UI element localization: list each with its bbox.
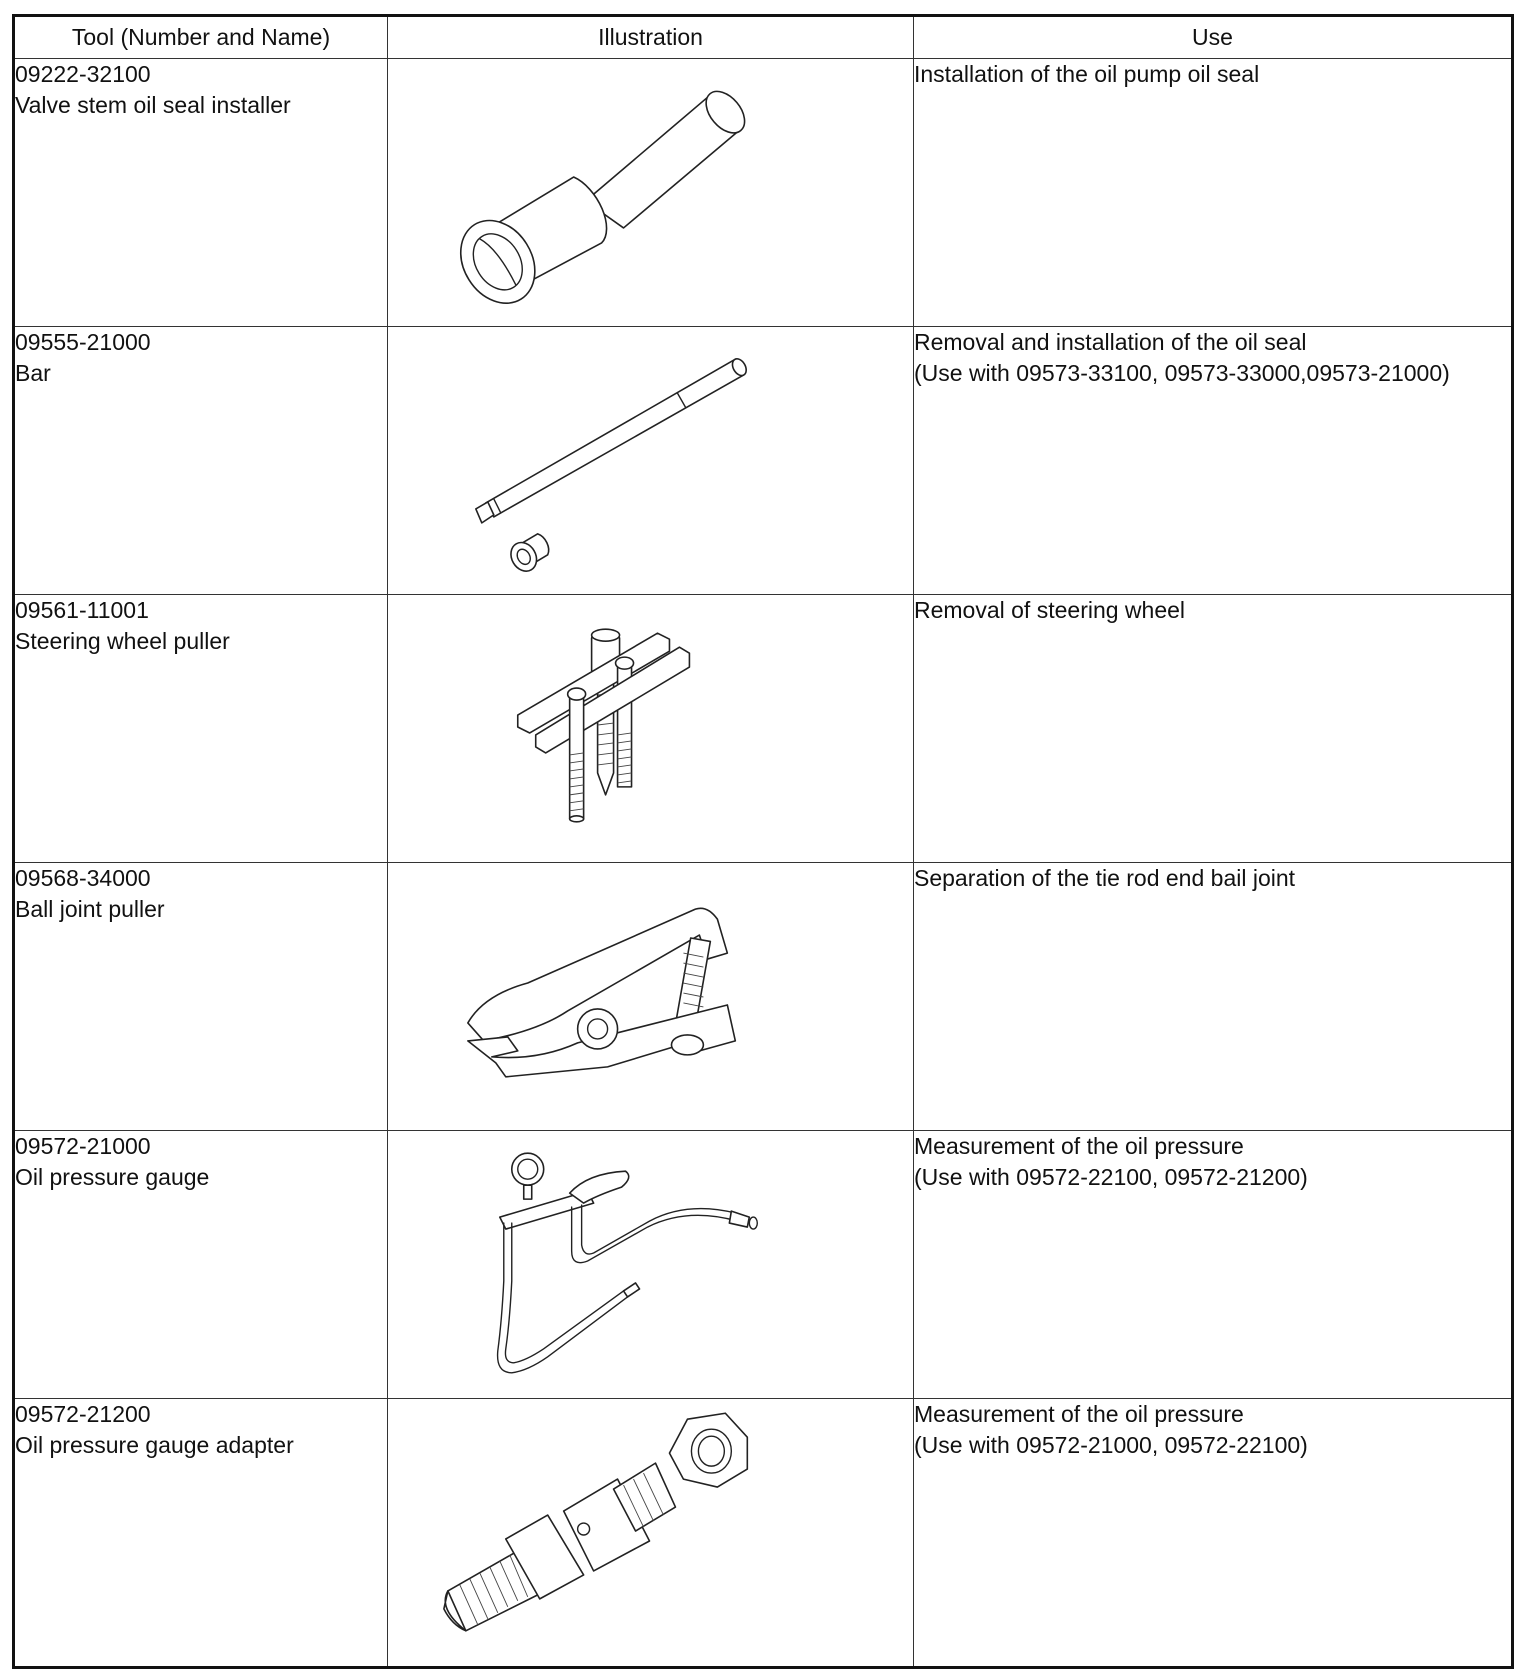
table-row (14, 1131, 1513, 1399)
tool-number: 09572-21200 (15, 1401, 151, 1427)
tool-cell (14, 863, 388, 1131)
illustration-cell (388, 1399, 914, 1668)
header-illustration: Illustration (388, 16, 914, 59)
oil-pressure-gauge-adapter-icon (388, 1399, 913, 1666)
tool-number: 09568-34000 (15, 865, 151, 891)
illustration-cell (388, 327, 914, 595)
tool-name: Steering wheel puller (15, 628, 230, 654)
use-cell (914, 327, 1513, 595)
ball-joint-puller-icon (388, 863, 913, 1130)
use-line: (Use with 09573-33100, 09573-33000,09573-21000) (914, 360, 1450, 386)
use-line: Removal and installation of the oil seal (914, 329, 1307, 355)
use-cell (914, 59, 1513, 327)
use-cell (914, 1399, 1513, 1668)
use-cell (914, 595, 1513, 863)
tool-number: 09572-21000 (15, 1133, 151, 1159)
use-line: Removal of steering wheel (914, 597, 1186, 623)
tool-name: Bar (15, 360, 51, 386)
tool-cell (14, 327, 388, 595)
oil-pressure-gauge-icon (388, 1131, 913, 1398)
use-line: (Use with 09572-21000, 09572-22100) (914, 1432, 1308, 1458)
tool-cell (14, 1131, 388, 1399)
table-row (14, 595, 1513, 863)
tool-name: Oil pressure gauge adapter (15, 1432, 294, 1458)
oil-seal-installer-icon (388, 59, 913, 326)
steering-wheel-puller-icon (388, 595, 913, 862)
tool-number: 09555-21000 (15, 329, 151, 355)
use-line: (Use with 09572-22100, 09572-21200) (914, 1164, 1308, 1190)
header-use: Use (914, 16, 1513, 59)
table-row (14, 1399, 1513, 1668)
illustration-cell (388, 863, 914, 1131)
tool-cell (14, 59, 388, 327)
special-tools-table (12, 14, 1514, 1669)
tool-cell (14, 595, 388, 863)
use-line: Installation of the oil pump oil seal (914, 61, 1260, 87)
illustration-cell (388, 59, 914, 327)
tool-number: 09222-32100 (15, 61, 151, 87)
tool-number: 09561-11001 (15, 597, 149, 623)
use-line: Measurement of the oil pressure (914, 1133, 1244, 1159)
table-row (14, 863, 1513, 1131)
table-row (14, 327, 1513, 595)
use-cell (914, 1131, 1513, 1399)
table-header-row (14, 16, 1513, 59)
use-line: Separation of the tie rod end bail joint (914, 865, 1296, 891)
illustration-cell (388, 1131, 914, 1399)
header-tool: Tool (Number and Name) (14, 16, 388, 59)
use-cell (914, 863, 1513, 1131)
illustration-cell (388, 595, 914, 863)
table-row (14, 59, 1513, 327)
bar-icon (388, 327, 913, 594)
tool-name: Oil pressure gauge (15, 1164, 210, 1190)
tool-name: Ball joint puller (15, 896, 165, 922)
tool-name: Valve stem oil seal installer (15, 92, 291, 118)
use-line: Measurement of the oil pressure (914, 1401, 1244, 1427)
tool-cell (14, 1399, 388, 1668)
